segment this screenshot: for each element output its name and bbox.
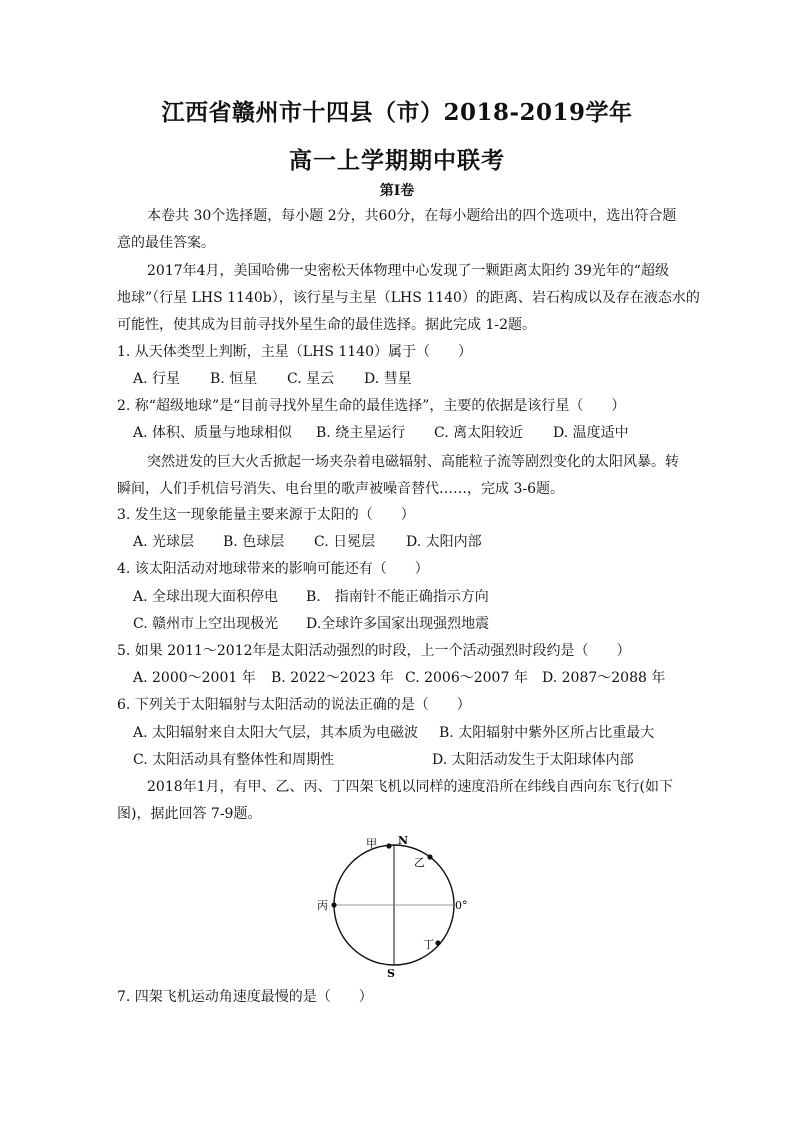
option: D. 彗星 (364, 371, 412, 387)
label-bing: 丙 (317, 899, 328, 912)
question-stem: 7. 四架飞机运动角速度最慢的是（ ） (117, 989, 373, 1005)
option: C. 太阳活动具有整体性和周期性 (133, 752, 335, 768)
intro-line: 意的最佳答案。 (117, 235, 215, 251)
option: A. 2000～2001 年 (133, 670, 256, 686)
passage-line: 突然迸发的巨大火舌掀起一场夹杂着电磁辐射、高能粒子流等剧烈变化的太阳风暴。转 (147, 454, 679, 470)
passage-line: 图)，据此回答 7-9题。 (117, 806, 262, 822)
question-stem: 1. 从天体类型上判断，主星（LHS 1140）属于（ ） (117, 344, 472, 360)
earth-latitude-diagram (308, 830, 478, 980)
plane-ding-dot (435, 940, 440, 945)
plane-jia-dot (386, 843, 391, 848)
plane-yi-dot (427, 854, 432, 859)
option: D. 太阳活动发生于太阳球体内部 (432, 752, 634, 768)
option: D.全球许多国家出现强烈地震 (306, 616, 490, 632)
option: B. 指南针不能正确指示方向 (306, 589, 489, 605)
label-south: S (387, 967, 395, 980)
label-zero-degree: 0° (455, 899, 468, 912)
option: B. 绕主星运行 (316, 425, 406, 441)
option: B. 太阳辐射中紫外区所占比重最大 (439, 725, 655, 741)
option: C. 星云 (287, 371, 335, 387)
option: C. 赣州市上空出现极光 (133, 616, 279, 632)
question-stem: 4. 该太阳活动对地球带来的影响可能还有（ ） (117, 561, 429, 577)
intro-line: 本卷共 30个选择题，每小题 2分，共60分，在每小题给出的四个选项中，选出符合题 (147, 208, 677, 224)
option: C. 离太阳较近 (434, 425, 524, 441)
volume-heading: 第Ⅰ卷 (379, 183, 415, 199)
label-north: N (398, 834, 409, 847)
option: C. 日冕层 (314, 534, 376, 550)
option: C. 2006～2007 年 (405, 670, 528, 686)
question-stem: 3. 发生这一现象能量主要来源于太阳的（ ） (117, 507, 415, 523)
option: A. 全球出现大面积停电 (133, 589, 279, 605)
option: A. 太阳辐射来自太阳大气层，其本质为电磁波 (133, 725, 419, 741)
option: B. 恒星 (210, 371, 258, 387)
passage-line: 地球”（行星 LHS 1140b），该行星与主星（LHS 1140）的距离、岩石构成以及存在液态水的 (117, 290, 700, 306)
option: A. 行星 (133, 371, 181, 387)
option: D. 2087～2088 年 (542, 670, 666, 686)
label-yi: 乙 (414, 856, 425, 869)
option: A. 体积、质量与地球相似 (133, 425, 293, 441)
option: B. 色球层 (223, 534, 285, 550)
label-ding: 丁 (423, 938, 434, 951)
exam-title: 江西省赣州市十四县（市）2018-2019学年 (161, 99, 633, 126)
question-stem: 5. 如果 2011～2012年是太阳活动强烈的时段，上一个活动强烈时段约是（ ） (117, 643, 631, 659)
option: D. 温度适中 (553, 425, 629, 441)
passage-line: 2017年4月，美国哈佛一史密松天体物理中心发现了一颗距离太阳约 39光年的“超级 (147, 263, 669, 279)
passage-line: 瞬间，人们手机信号消失、电台里的歌声被噪音替代……，完成 3-6题。 (117, 481, 564, 497)
plane-bing-dot (331, 902, 336, 907)
passage-line: 可能性，使其成为目前寻找外星生命的最佳选择。据此完成 1-2题。 (117, 317, 536, 333)
option: A. 光球层 (133, 534, 195, 550)
question-stem: 6. 下列关于太阳辐射与太阳活动的说法正确的是（ ） (117, 697, 471, 713)
passage-line: 2018年1月，有甲、乙、丙、丁四架飞机以同样的速度沿所在纬线自西向东飞行(如下 (147, 779, 673, 795)
option: B. 2022～2023 年 (271, 670, 394, 686)
question-stem: 2. 称“超级地球”是“目前寻找外星生命的最佳选择”，主要的依据是该行星（ ） (117, 398, 626, 414)
option: D. 太阳内部 (406, 534, 482, 550)
label-jia: 甲 (366, 837, 377, 850)
exam-subtitle: 高一上学期期中联考 (289, 147, 505, 174)
